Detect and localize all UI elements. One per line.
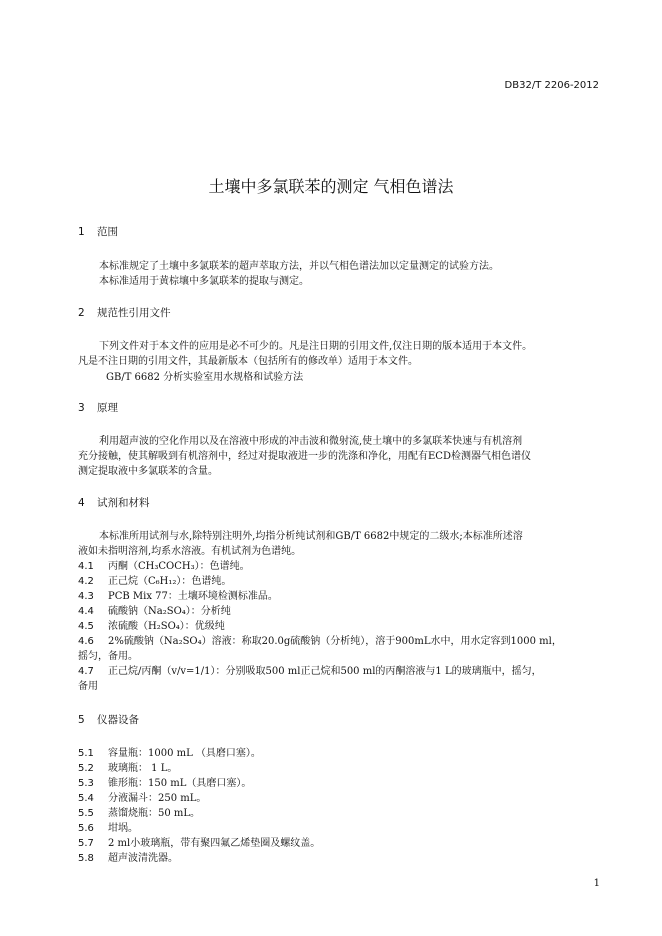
item-text: 容量瓶：1000 mL （具磨口塞）。 [108, 748, 261, 759]
list-item [78, 789, 206, 804]
section-title: 原理 [97, 402, 118, 414]
list-item [78, 587, 278, 602]
item-number: 4.3 [78, 591, 94, 602]
section-1-heading [78, 224, 118, 239]
item-number: 4.7 [78, 666, 94, 677]
item-text: 正己烷/丙酮（v/v=1/1）：分别吸取500 ml正己烷和500 ml的丙酮溶液与1 L的玻璃瓶中，摇匀， [108, 666, 542, 677]
item-number: 4.4 [78, 606, 94, 617]
item-text: 蒸馏烧瓶：50 mL。 [108, 808, 201, 819]
normative-reference: GB/T 6682 分析实验室用水规格和试验方法 [106, 372, 304, 383]
paragraph: 本标准适用于黄棕壤中多氯联苯的提取与测定。 [99, 276, 309, 287]
list-item [78, 617, 225, 632]
item-number: 4.5 [78, 621, 94, 632]
item-text: PCB Mix 77：土壤环境检测标准品。 [108, 591, 278, 602]
item-text: 锥形瓶：150 mL（具磨口塞）。 [108, 778, 252, 789]
paragraph: 本标准所用试剂与水,除特别注明外,均指分析纯试剂和GB/T 6682中规定的二级水;本标准所述溶 [99, 531, 523, 542]
item-text: 2%硫酸钠（Na₂SO₄）溶液：称取20.0g硫酸钠（分析纯），溶于900mL水中，用水定容到1000 ml， [108, 636, 562, 647]
list-item [78, 819, 138, 834]
list-item [78, 849, 178, 864]
item-text: 正己烷（C₆H₁₂）：色谱纯。 [108, 576, 232, 587]
section-5-heading [78, 712, 139, 727]
section-title: 试剂和材料 [97, 497, 150, 509]
item-number: 4.1 [78, 561, 94, 572]
paragraph-continuation: 液如未指明溶剂,均系水溶液。有机试剂为色谱纯。 [78, 546, 302, 557]
section-number: 1 [78, 226, 85, 238]
paragraph-continuation: 测定提取液中多氯联苯的含量。 [78, 466, 218, 477]
section-2-heading [78, 305, 171, 320]
item-number: 5.6 [78, 823, 94, 834]
list-item [78, 557, 250, 572]
paragraph: 本标准规定了土壤中多氯联苯的超声萃取方法，并以气相色谱法加以定量测定的试验方法。 [99, 261, 499, 272]
section-number: 5 [78, 714, 85, 726]
item-number: 5.2 [78, 763, 94, 774]
list-item [78, 744, 261, 759]
item-text: 玻璃瓶： 1 L。 [108, 763, 178, 774]
list-item [78, 662, 542, 677]
list-item [78, 632, 562, 647]
paragraph-continuation: 凡是不注日期的引用文件，其最新版本（包括所有的修改单）适用于本文件。 [78, 356, 418, 367]
item-number: 5.7 [78, 838, 94, 849]
document-title: 土壤中多氯联苯的测定 气相色谱法 [208, 177, 454, 196]
item-text: 超声波清洗器。 [108, 853, 178, 864]
item-number: 5.8 [78, 853, 94, 864]
list-item [78, 774, 251, 789]
item-number: 5.3 [78, 778, 94, 789]
item-text: 坩埚。 [108, 823, 138, 834]
list-item [78, 759, 177, 774]
section-number: 4 [78, 497, 85, 509]
item-number: 4.6 [78, 636, 94, 647]
item-number: 5.5 [78, 808, 94, 819]
list-item [78, 602, 231, 617]
section-title: 规范性引用文件 [97, 307, 171, 319]
list-item [78, 804, 200, 819]
item-text: 硫酸钠（Na₂SO₄）：分析纯 [108, 606, 231, 617]
paragraph: 利用超声波的空化作用以及在溶液中形成的冲击波和微射流,使土壤中的多氯联苯快速与有机溶剂 [99, 436, 523, 447]
item-text: 分液漏斗：250 mL。 [108, 793, 207, 804]
paragraph-continuation: 充分接触，使其解吸到有机溶剂中，经过对提取液进一步的洗涤和净化，用配有ECD检测器气相色谱仪 [78, 451, 531, 462]
section-3-heading [78, 400, 118, 415]
section-title: 仪器设备 [97, 714, 139, 726]
item-text: 2 ml小玻璃瓶，带有聚四氟乙烯垫圈及螺纹盖。 [108, 838, 321, 849]
item-number: 5.4 [78, 793, 94, 804]
paragraph: 下列文件对于本文件的应用是必不可少的。凡是注日期的引用文件,仅注日期的版本适用于本文件。 [99, 341, 533, 352]
list-item [78, 834, 320, 849]
section-number: 2 [78, 307, 85, 319]
list-item [78, 572, 231, 587]
list-item-continuation: 摇匀，备用。 [78, 651, 138, 662]
item-number: 5.1 [78, 748, 94, 759]
list-item-continuation: 备用 [78, 681, 98, 692]
section-4-heading [78, 495, 150, 510]
item-text: 浓硫酸（H₂SO₄）：优级纯 [108, 621, 225, 632]
item-text: 丙酮（CH₃COCH₃）：色谱纯。 [108, 561, 250, 572]
item-number: 4.2 [78, 576, 94, 587]
standard-code: DB32/T 2206-2012 [504, 80, 599, 91]
page-number: 1 [593, 878, 600, 889]
section-title: 范围 [97, 226, 118, 238]
section-number: 3 [78, 402, 85, 414]
